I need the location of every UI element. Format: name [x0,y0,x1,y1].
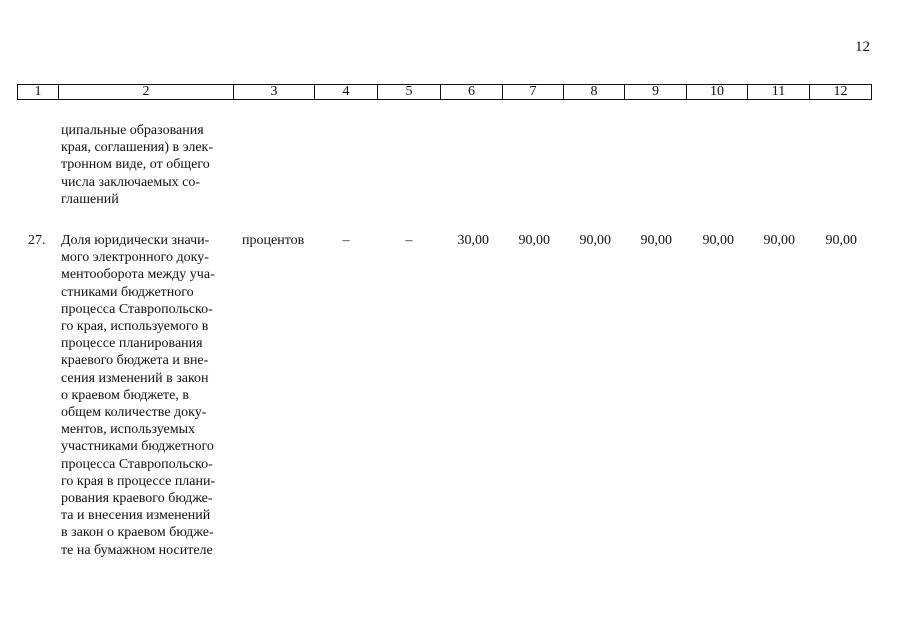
row-27-col5-value: – [405,233,413,248]
text-line: процессе планирования [61,336,203,352]
text-line: процесса Ставропольско- [61,301,213,317]
column-number-row [18,85,872,100]
column-number-cell: 4 [315,85,378,100]
page-number: 12 [855,39,870,55]
text-line: стниками бюджетного [61,284,194,300]
column-number-cell: 3 [234,85,315,100]
row-27-col6-value: 30,00 [457,233,489,248]
text-line: мого электронного доку- [61,250,209,266]
row-27-col9-value: 90,00 [640,233,672,248]
row-27-col12-value: 90,00 [825,233,857,248]
text-line: участниками бюджетного [61,439,214,455]
column-number-cell: 2 [59,85,234,100]
column-number-cell: 5 [378,85,441,100]
column-number-cell: 8 [564,85,625,100]
row-27-col10-value: 90,00 [702,233,734,248]
text-line: ментооборота между уча- [61,267,215,283]
row-27-unit: процентов [242,233,305,248]
text-line: го края, используемого в [61,319,209,335]
text-line: ментов, используемых [61,422,196,438]
row-27-col11-value: 90,00 [763,233,795,248]
text-line: рования краевого бюдже- [61,491,213,507]
row-27-col7-value: 90,00 [518,233,550,248]
column-number-cell: 9 [625,85,687,100]
row-27-number: 27. [28,233,46,248]
text-line: краевого бюджета и вне- [61,353,209,369]
text-line: те на бумажном носителе [61,542,213,558]
column-number-cell: 1 [18,85,59,100]
continuation-text [61,122,231,208]
column-number-cell: 11 [748,85,810,100]
row-27-indicator-text [61,232,231,559]
text-line: общем количестве доку- [61,405,207,421]
text-line: го края в процессе плани- [61,473,216,489]
column-number-cell: 12 [810,85,872,100]
row-27-col4-value: – [342,233,350,248]
text-line: в закон о краевом бюдже- [61,525,214,541]
text-line: та и внесения изменений [61,508,211,524]
text-line: глашений [61,191,119,207]
text-line: сения изменений в закон [61,370,209,386]
column-number-cell: 6 [441,85,503,100]
column-number-header [17,84,872,100]
column-number-cell: 10 [687,85,748,100]
column-number-cell: 7 [503,85,564,100]
text-line: о краевом бюджете, в [61,387,189,403]
text-line: Доля юридически значи- [61,233,210,248]
text-line: тронном виде, от общего [61,157,210,173]
row-27-col8-value: 90,00 [579,233,611,248]
text-line: процесса Ставропольско- [61,456,213,472]
text-line: края, соглашения) в элек- [61,140,214,156]
text-line: ципальные образования [61,123,204,138]
text-line: числа заключаемых со- [61,174,201,190]
